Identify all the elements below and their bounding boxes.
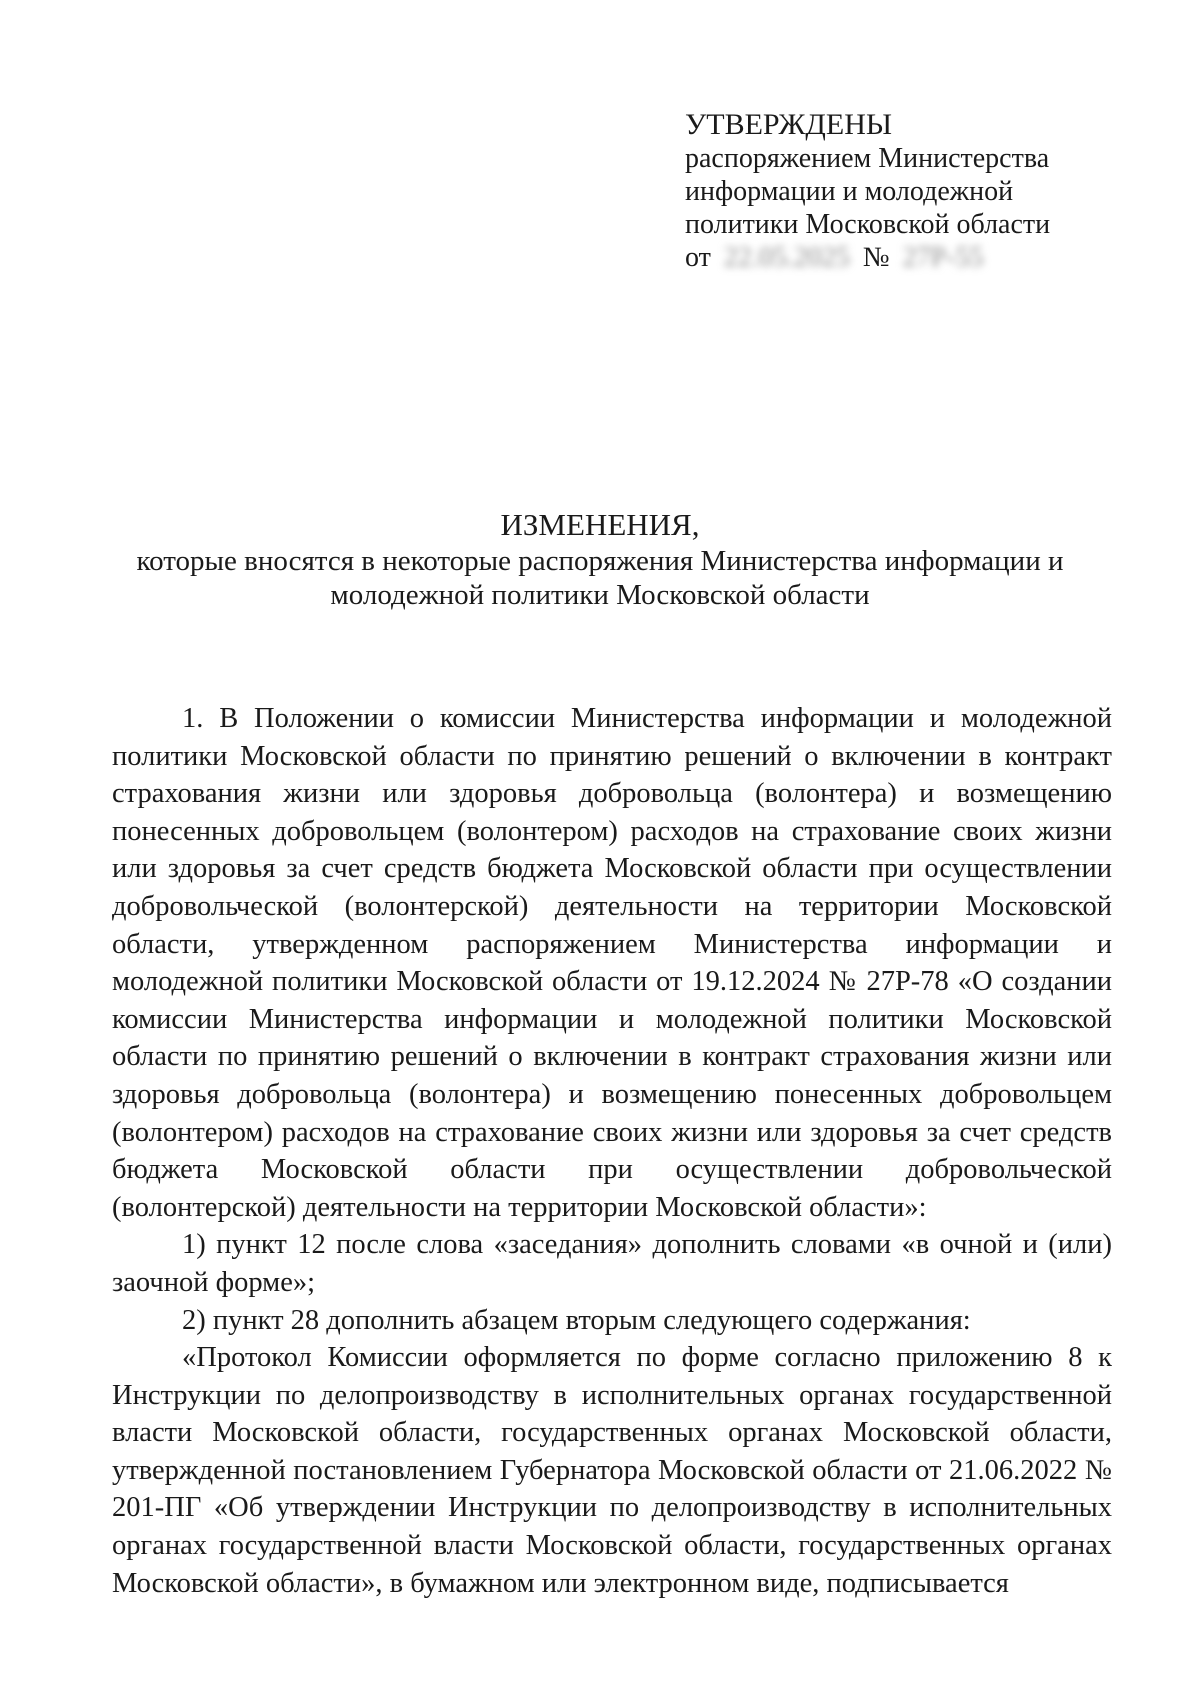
date-prefix: от (685, 242, 711, 273)
redacted-date: 22.05.2025 (723, 242, 850, 273)
redacted-number: 27Р-55 (902, 242, 984, 273)
approval-line-1: распоряжением Министерства (685, 143, 1050, 174)
paragraph-4: «Протокол Комиссии оформляется по форме согласно приложению 8 к Инструкции по делопроизводству в исполнительных органах государственной власти Московской области, государственных органах Московской области, утвержденной постановлением Губернатора Московской области от 21.06.2022 № 201-ПГ «Об утверждении Инструкции по делопроизводству в исполнительных органах государственной власти Московской области, государственных органах Московской области», в бумажном или электронном виде, подписывается (112, 1342, 1112, 1599)
approval-line-2: информации и молодежной (685, 176, 1014, 207)
approval-date-line (685, 241, 1155, 274)
paragraph-1: 1. В Положении о комиссии Министерства информации и молодежной политики Московской области по принятию решений о включении в контракт страхования жизни или здоровья добровольца (волонтера) и возмещению понесенных добровольцем (волонтером) расходов на страхование своих жизни или здоровья за счет средств бюджета Московской области при осуществлении добровольческой (волонтерской) деятельности на территории Московской области, утвержденном распоряжением Министерства информации и молодежной политики Московской области от 19.12.2024 № 27Р-78 «О создании комиссии Министерства информации и молодежной политики Московской области по принятию решений о включении в контракт страхования жизни или здоровья добровольца (волонтера) и возмещению понесенных добровольцем (волонтером) расходов на страхование своих жизни или здоровья за счет средств бюджета Московской области при осуществлении добровольческой (волонтерской) деятельности на территории Московской области»: (112, 703, 1112, 1223)
paragraph-3: 2) пункт 28 дополнить абзацем вторым следующего содержания: (182, 1304, 971, 1336)
heading-title: ИЗМЕНЕНИЯ, (500, 507, 700, 542)
document-heading (110, 508, 1090, 612)
paragraph-2: 1) пункт 12 после слова «заседания» дополнить словами «в очной и (или) заочной форме»; (112, 1229, 1112, 1298)
number-sign: № (862, 242, 890, 273)
heading-subtitle: которые вносятся в некоторые распоряжения Министерства информации и молодежной политики Московской области (136, 545, 1064, 611)
approval-title: УТВЕРЖДЕНЫ (685, 108, 893, 141)
approval-stamp (685, 108, 1155, 274)
document-body (112, 700, 1112, 1602)
approval-line-3: политики Московской области (685, 209, 1051, 240)
